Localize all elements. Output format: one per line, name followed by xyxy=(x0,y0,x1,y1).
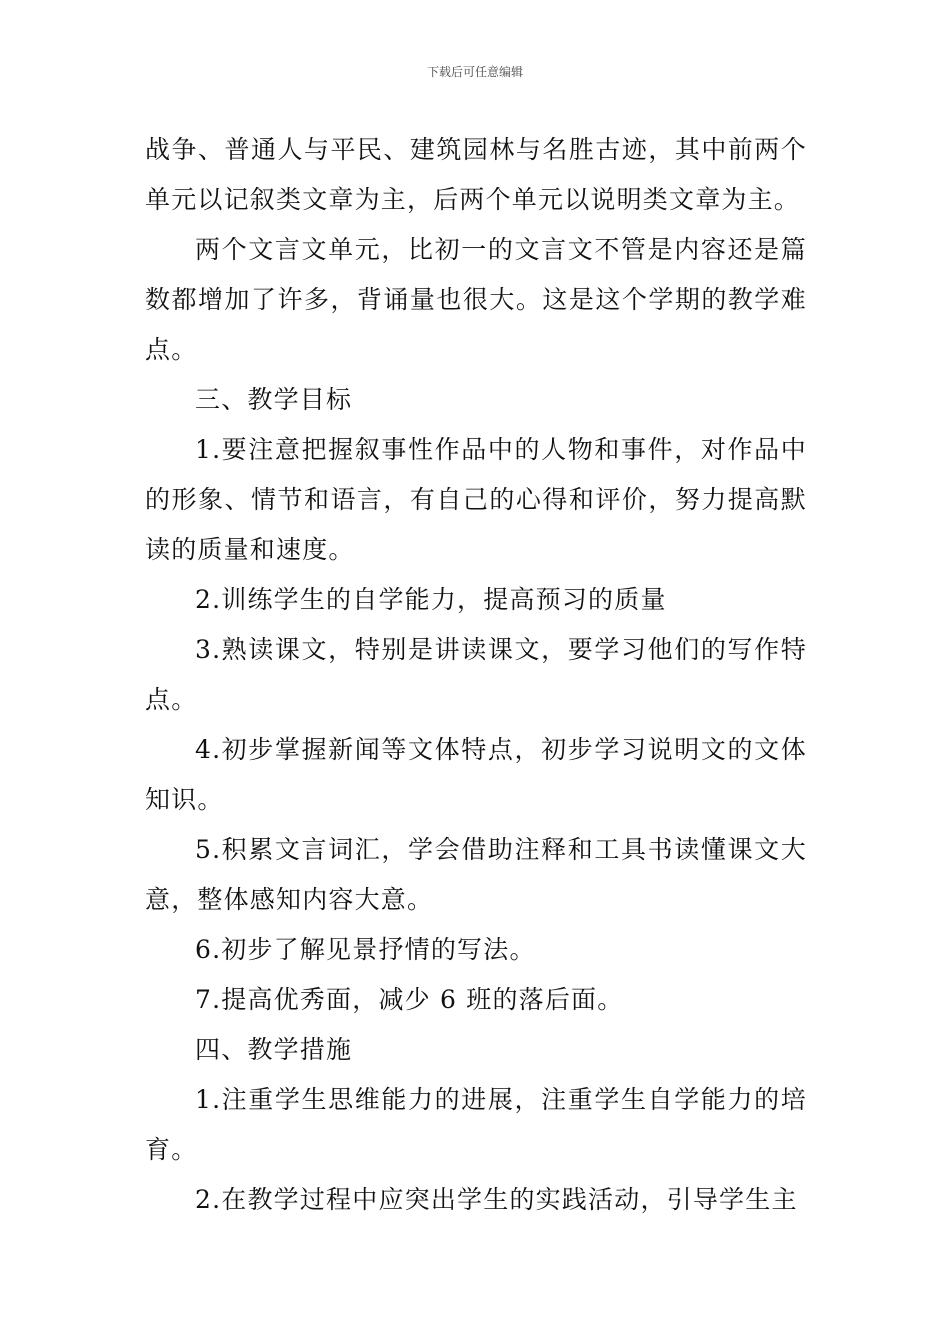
paragraph-classical-units: 两个文言文单元，比初一的文言文不管是内容还是篇数都增加了许多，背诵量也很大。这是这个学期的教学难点。 xyxy=(145,235,807,364)
measure-item-2: 2.在教学过程中应突出学生的实践活动，引导学生主 xyxy=(195,1185,798,1214)
section-heading-teaching-measures: 四、教学措施 xyxy=(195,1035,353,1064)
section-heading-teaching-goals: 三、教学目标 xyxy=(195,385,353,414)
goal-item-5: 5.积累文言词汇，学会借助注释和工具书读懂课文大意，整体感知内容大意。 xyxy=(145,835,807,914)
goal-item-1: 1.要注意把握叙事性作品中的人物和事件，对作品中的形象、情节和语言，有自己的心得和评价，努力提高默读的质量和速度。 xyxy=(145,435,807,564)
measure-item-1: 1.注重学生思维能力的进展，注重学生自学能力的培育。 xyxy=(145,1085,807,1164)
goal-item-3: 3.熟读课文，特别是讲读课文，要学习他们的写作特点。 xyxy=(145,635,807,714)
goal-item-2: 2.训练学生的自学能力，提高预习的质量 xyxy=(195,585,667,614)
paragraph-intro-continued: 战争、普通人与平民、建筑园林与名胜古迹，其中前两个单元以记叙类文章为主，后两个单元以说明类文章为主。 xyxy=(145,135,807,214)
header-note: 下载后可任意编辑 xyxy=(426,65,523,79)
body-text xyxy=(145,125,807,1225)
goal-item-4: 4.初步掌握新闻等文体特点，初步学习说明文的文体知识。 xyxy=(145,735,807,814)
goal-item-6: 6.初步了解见景抒情的写法。 xyxy=(195,935,536,964)
goal-item-7: 7.提高优秀面，减少 6 班的落后面。 xyxy=(195,985,624,1014)
